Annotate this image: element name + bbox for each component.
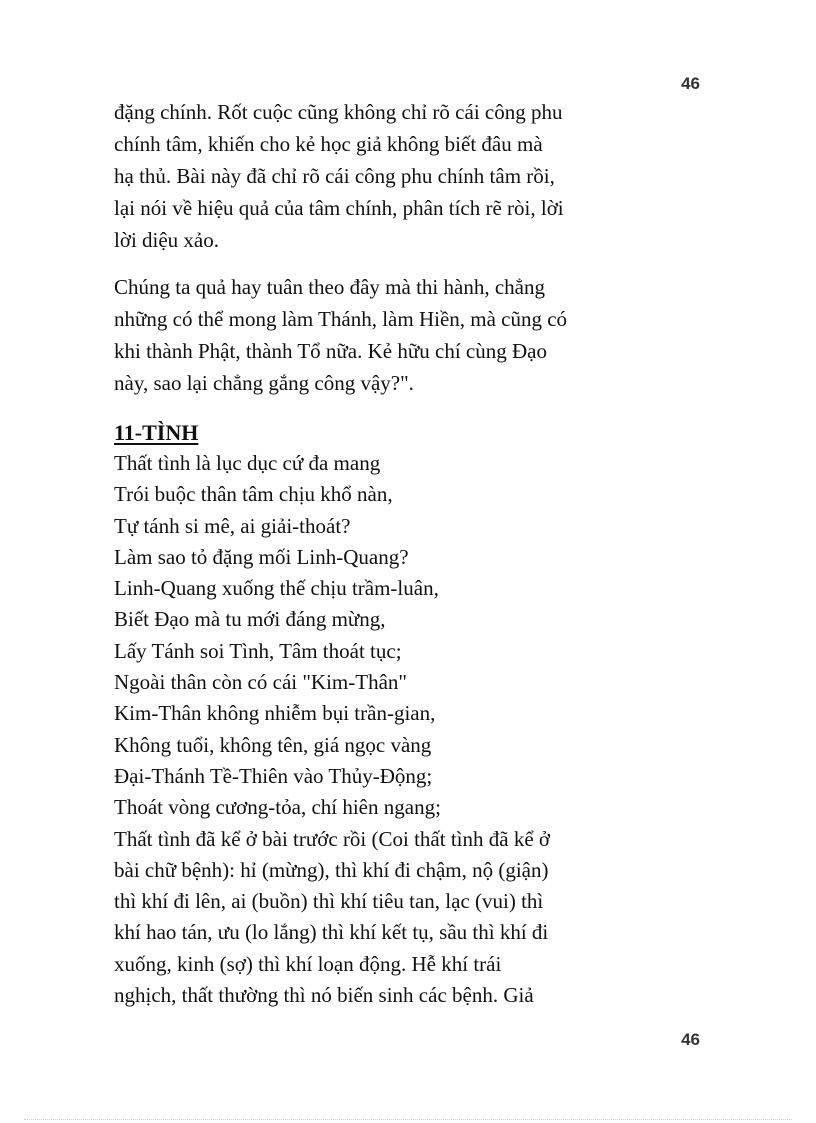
paragraph-1 [114,96,710,256]
poem [114,448,710,824]
poem-line: Lấy Tánh soi Tình, Tâm thoát tục; [114,638,402,663]
text-line: bài chữ bệnh): hỉ (mừng), thì khí đi chậm, nộ (giận) [114,857,549,882]
poem-line: Không tuổi, không tên, giá ngọc vàng [114,732,432,757]
text-line: chính tâm, khiến cho kẻ học giả không biết đâu mà [114,132,543,156]
poem-line: Đại-Thánh Tề-Thiên vào Thủy-Động; [114,763,433,788]
text-line: xuống, kinh (sợ) thì khí loạn động. Hễ khí trái [114,951,502,976]
text-line: khí hao tán, ưu (lo lắng) thì khí kết tụ, sầu thì khí đi [114,920,549,945]
text-line: khi thành Phật, thành Tổ nữa. Kẻ hữu chí cùng Đạo [114,339,547,363]
text-line: Thất tình đã kể ở bài trước rồi (Coi thất tình đã kể ở [114,826,551,851]
text-line: hạ thủ. Bài này đã chỉ rõ cái công phu chính tâm rồi, [114,164,555,188]
poem-line: Ngoài thân còn có cái "Kim-Thân" [114,670,407,695]
poem-line: Làm sao tỏ đặng mối Linh-Quang? [114,544,409,569]
page-bottom-divider [24,1119,792,1120]
text-line: này, sao lại chẳng gắng công vậy?". [114,371,414,395]
text-line: nghịch, thất thường thì nó biến sinh các bệnh. Giả [114,983,534,1008]
section-heading: 11-TÌNH [114,420,199,445]
text-line: những có thể mong làm Thánh, làm Hiền, mà cũng có [114,307,568,331]
paragraph-2 [114,271,710,399]
text-line: lại nói về hiệu quả của tâm chính, phân tích rẽ ròi, lời [114,196,564,220]
page-number-bottom: 46 [681,1030,700,1049]
text-line: Chúng ta quả hay tuân theo đây mà thi hành, chẳng [114,275,545,299]
page-number-top: 46 [681,74,700,93]
poem-line: Tự tánh si mê, ai giải-thoát? [114,513,351,538]
poem-line: Thoát vòng cương-tỏa, chí hiên ngang; [114,795,441,820]
poem-line: Kim-Thân không nhiễm bụi trần-gian, [114,701,436,726]
commentary-paragraph [114,824,710,1012]
poem-line: Biết Đạo mà tu mới đáng mừng, [114,607,386,632]
text-line: thì khí đi lên, ai (buồn) thì khí tiêu tan, lạc (vui) thì [114,889,544,914]
poem-line: Linh-Quang xuống thế chịu trầm-luân, [114,576,439,601]
poem-line: Trói buộc thân tâm chịu khổ nàn, [114,482,393,507]
page-content [114,96,710,1011]
text-line: lời diệu xảo. [114,228,219,252]
poem-line: Thất tình là lục dục cứ đa mang [114,451,381,475]
text-line: đặng chính. Rốt cuộc cũng không chỉ rõ cái công phu [114,100,563,124]
